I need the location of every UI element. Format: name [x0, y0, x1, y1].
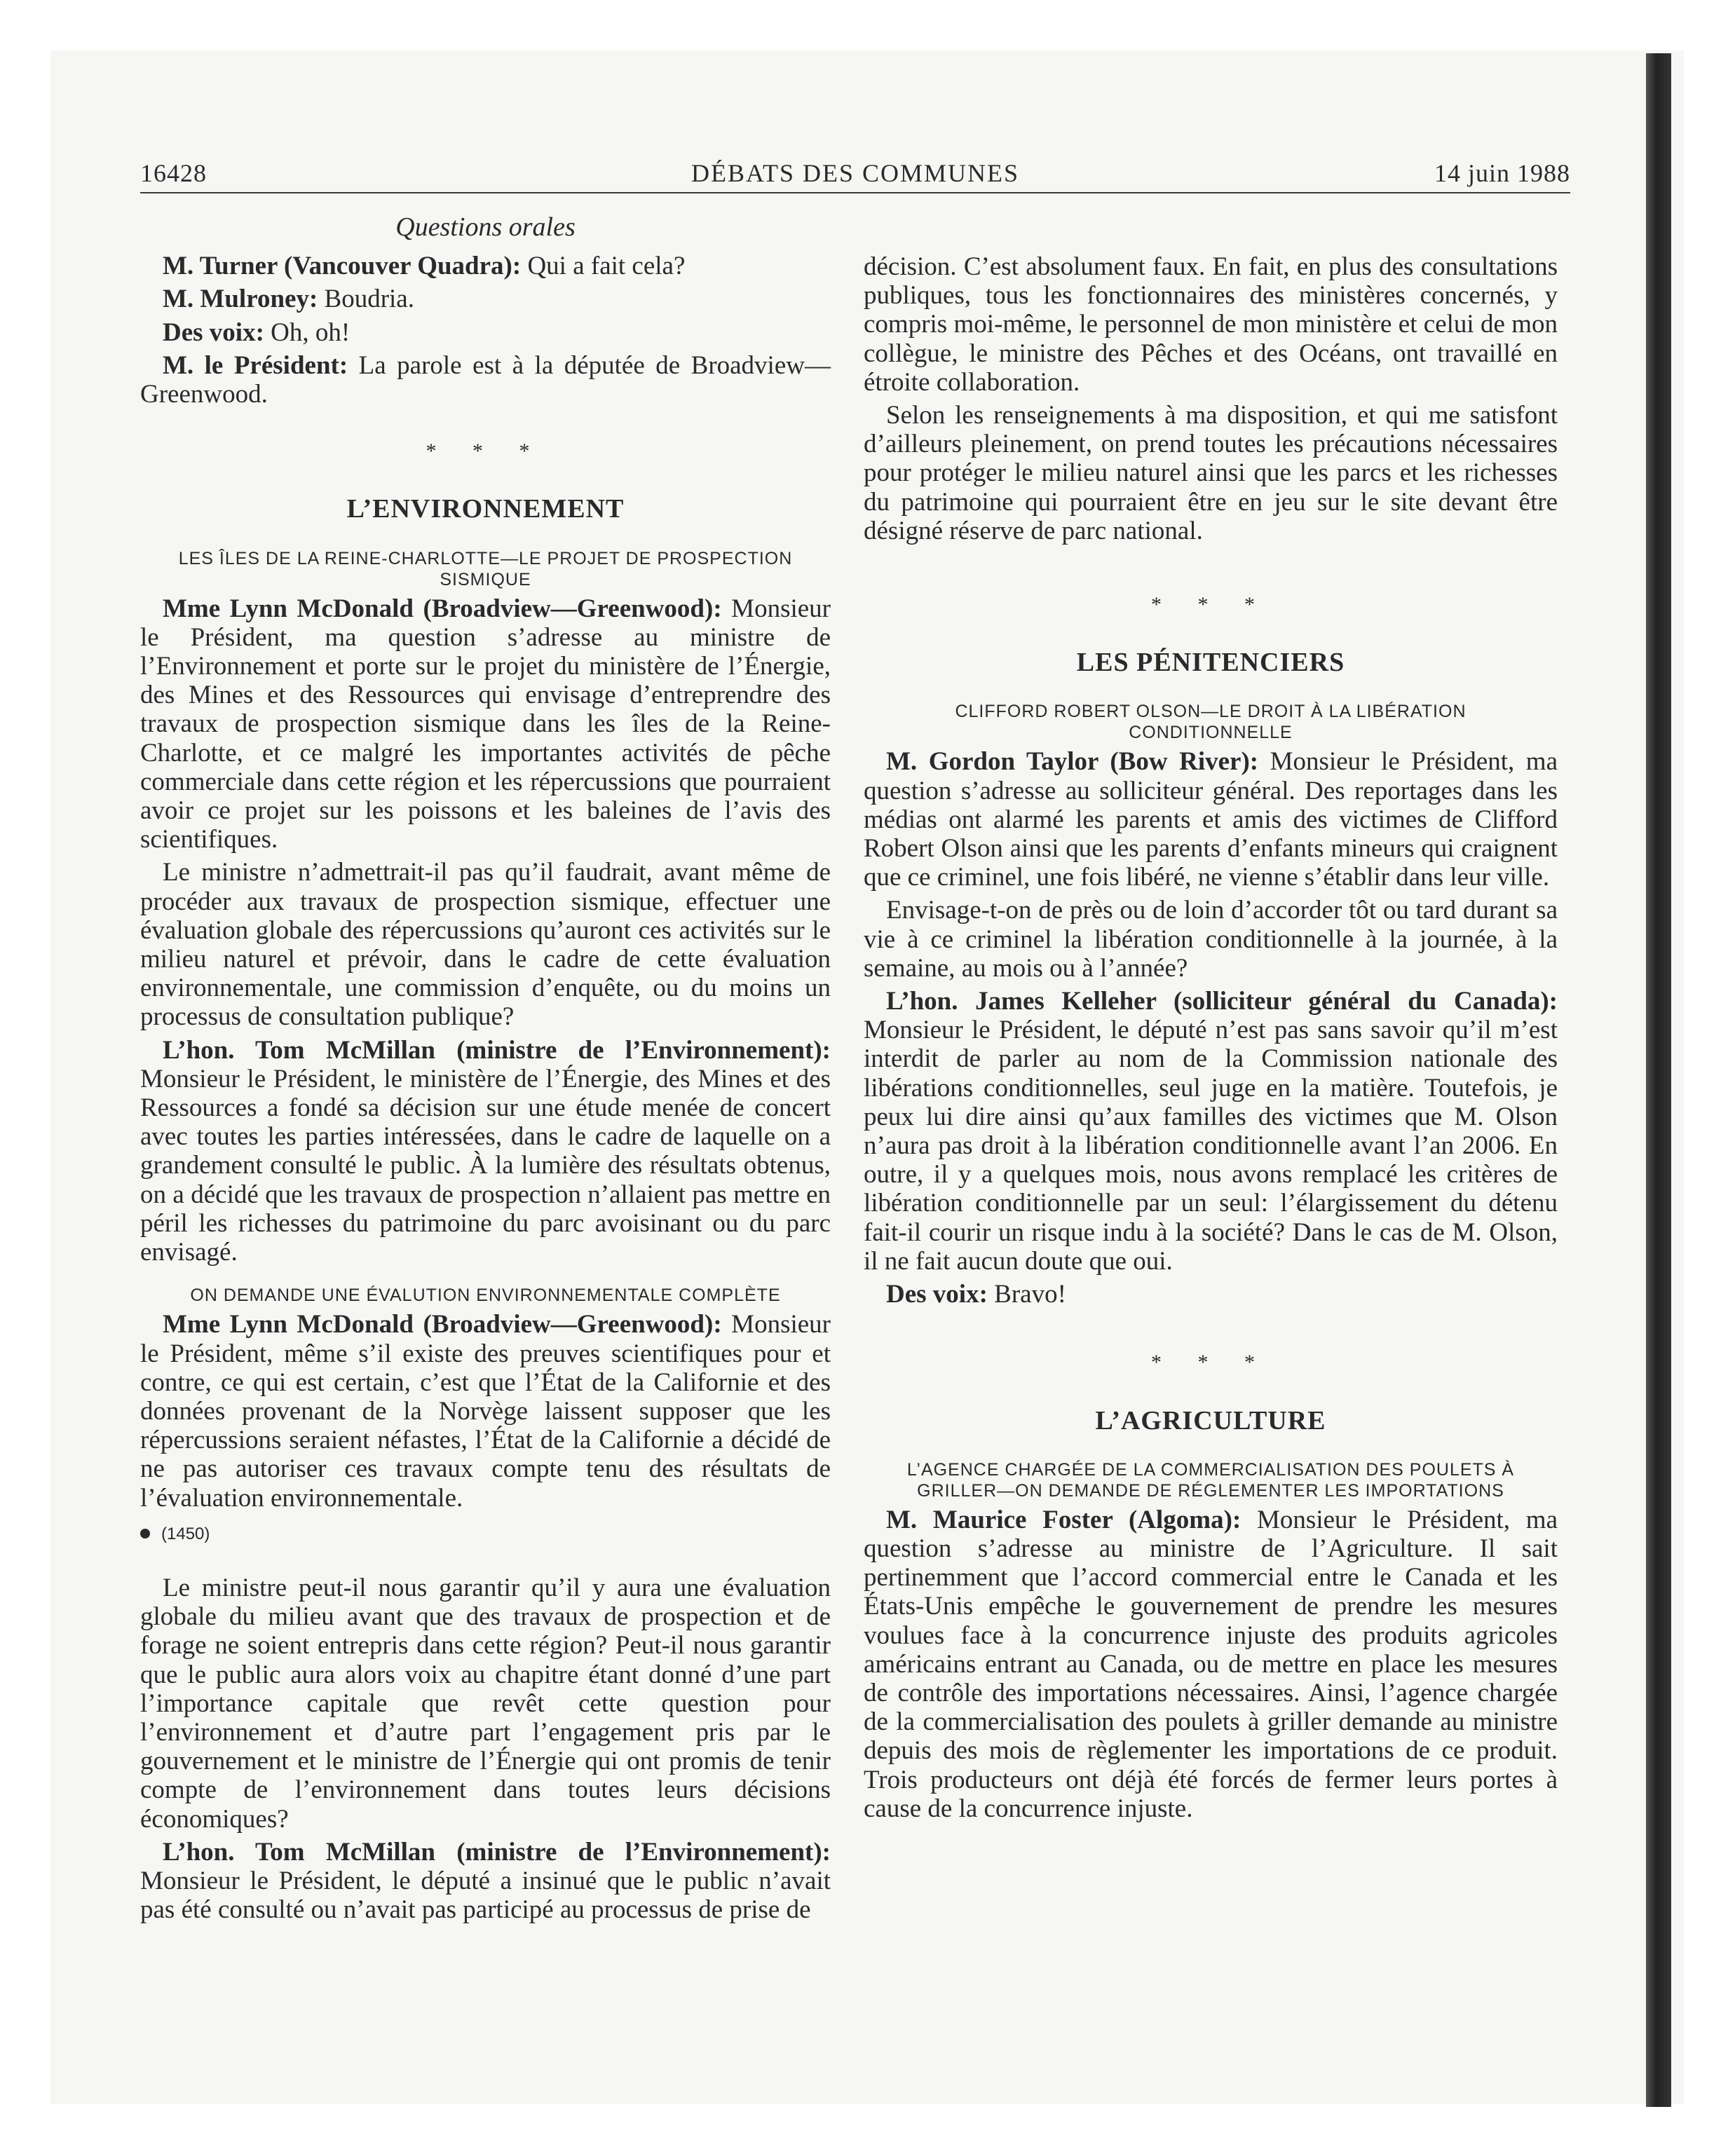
paragraph: [864, 1280, 1558, 1309]
paragraph: [864, 1506, 1558, 1823]
time-stamp: (1450): [161, 1524, 210, 1543]
paragraph: Envisage-t-on de près ou de loin d’accorder tôt ou tard durant sa vie à ce criminel la libération conditionnelle à la journée, à la semaine, au mois ou à l’année?: [864, 896, 1558, 983]
paragraph: [864, 747, 1558, 892]
running-head: Questions orales: [395, 212, 576, 242]
section-title: L’AGRICULTURE: [1095, 1405, 1326, 1435]
paragraph: [140, 252, 831, 280]
speaker-name: M. Gordon Taylor (Bow River):: [886, 747, 1259, 777]
section-separator: * * *: [1151, 593, 1270, 617]
speaker-name: Des voix:: [163, 318, 264, 347]
paragraph: Selon les renseignements à ma disposition, et qui me satisfont d’ailleurs pleinement, on prend toutes les précautions nécessaires pour protéger le milieu naturel ainsi que les parcs et les richesses du patrimoine qui pourraient être en jeu sur le site devant être désigné réserve de parc national.: [864, 401, 1558, 545]
speech-text: Monsieur le Président, le député a insinué que le public n’avait pas été consulté ou n’avait pas participé au processus de prise de: [140, 1866, 831, 1925]
speech-text: Qui a fait cela?: [521, 252, 686, 281]
section-title: L’ENVIRONNEMENT: [346, 494, 625, 524]
publication-title: DÉBATS DES COMMUNES: [690, 159, 1020, 187]
paragraph: [140, 351, 831, 409]
time-marker: [140, 1520, 831, 1548]
bullet-icon: [140, 1529, 150, 1538]
speech-text: La parole est à la députée de Broadview—Greenwood.: [140, 350, 831, 409]
paragraph: [140, 1310, 831, 1512]
paragraph: [140, 318, 831, 347]
speaker-name: L’hon. Tom McMillan (ministre de l’Environnement):: [163, 1035, 831, 1065]
speaker-name: Des voix:: [886, 1280, 988, 1309]
header-rule: [140, 192, 1570, 193]
speech-text: Monsieur le Président, même s’il existe des preuves scientifiques pour et contre, ce qui est certain, c’est que l’État de la Californie et des données provenant de la Norvège laissent supposer que les répercussions seraient néfastes, l’État de la Californie a décidé de ne pas autoriser ces travaux compte tenu des résultats de l’évaluation environnementale.: [140, 1310, 831, 1513]
speech-text: Monsieur le Président, ma question s’adresse au ministre de l’Agriculture. Il sait pertinemment que l’accord commercial entre le Canada et les États-Unis empêche le gouvernement de prendre les mesures voulues face à la concurrence injuste des produits agricoles américains entrant au Canada, ou de mettre en place les mesures de contrôle des importations nécessaires. Ainsi, l’agence chargée de la commercialisation des poulets à griller demande au ministre depuis des mois de règlementer les importations de ce produit. Trois producteurs ont déjà été forcés de fermer leurs portes à cause de la concurrence injuste.: [864, 1505, 1558, 1823]
paragraph: [864, 987, 1558, 1276]
speaker-name: M. Maurice Foster (Algoma):: [886, 1505, 1241, 1534]
page-header: [140, 158, 1570, 195]
speaker-name: Mme Lynn McDonald (Broadview—Greenwood):: [163, 1310, 722, 1339]
speech-text: Monsieur le Président, ma question s’adresse au ministre de l’Environnement et porte sur le projet du ministère de l’Énergie, des Mines et des Ressources qui envisage d’entreprendre des travaux de prospection sismique dans les îles de la Reine-Charlotte, et ce malgré les importantes activités de pêche commerciale dans cette région et les répercussions que pourraient avoir ce projet sur les poissons et les baleines de l’avis des scientifiques.: [140, 594, 831, 854]
paragraph: [140, 285, 831, 313]
speech-text: Oh, oh!: [264, 318, 351, 347]
section-separator: * * *: [426, 439, 545, 463]
speaker-name: L’hon. Tom McMillan (ministre de l’Environnement):: [163, 1837, 831, 1867]
speech-text: Monsieur le Président, ma question s’adresse au solliciteur général. Des reportages dans les médias ont alarmé les parents et amis des victimes de Clifford Robert Olson ainsi que les parents d’enfants mineurs qui craignent que ce criminel, une fois libéré, ne vienne s’établir dans leur ville.: [864, 747, 1558, 892]
subheading: CLIFFORD ROBERT OLSON—LE DROIT À LA LIBÉRATION CONDITIONNELLE: [955, 702, 1467, 743]
speech-text: Monsieur le Président, le ministère de l’Énergie, des Mines et des Ressources a fondé sa décision sur une étude menée de concert avec toutes les parties intéressées, dans le cadre de laquelle on a grandement consulté le public. À la lumière des résultats obtenus, on a décidé que les travaux de prospection n’allaient pas mettre en péril les richesses du patrimoine du parc avoisinant ou du parc envisagé.: [140, 1064, 831, 1267]
speaker-name: M. le Président:: [163, 350, 348, 380]
publication-date: 14 juin 1988: [1434, 159, 1570, 187]
speech-text: Boudria.: [318, 285, 414, 314]
paragraph: [140, 1838, 831, 1925]
speaker-name: Mme Lynn McDonald (Broadview—Greenwood):: [163, 594, 722, 623]
left-column: [140, 207, 831, 1928]
paragraph: décision. C’est absolument faux. En fait, en plus des consultations publiques, tous les fonctionnaires des ministères concernés, y compris moi-même, le personnel de mon ministère et celui de mon collègue, le ministre des Pêches et des Océans, ont travaillé en étroite collaboration.: [864, 252, 1558, 397]
page-number: 16428: [140, 159, 207, 187]
subheading: L’AGENCE CHARGÉE DE LA COMMERCIALISATION DES POULETS À GRILLER—ON DEMANDE DE RÉGLEMENTER LES IMPORTATIONS: [906, 1459, 1515, 1501]
speaker-name: L’hon. James Kelleher (solliciteur général du Canada):: [886, 987, 1558, 1016]
paragraph: [140, 1036, 831, 1267]
speaker-name: M. Turner (Vancouver Quadra):: [163, 252, 522, 281]
speech-text: Monsieur le Président, le député n’est pas sans savoir qu’il m’est interdit de parler au nom de la Commission nationale des libérations conditionnelles, seul juge en la matière. Toutefois, je peux lui dire ainsi qu’aux familles des victimes que M. Olson n’aura pas droit à la libération conditionnelle avant l’an 2006. En outre, il y a quelques mois, nous avons remplacé les critères de libération conditionnelle par un seul: l’élargissement du détenu fait-il courir un risque indu à la société? Dans le cas de M. Olson, il ne fait aucun doute que oui.: [864, 1016, 1558, 1276]
paragraph: Le ministre peut-il nous garantir qu’il y aura une évaluation globale du milieu avant que des travaux de prospection et de forage ne soient entrepris dans cette région? Peut-il nous garantir que le public aura alors voix au chapitre étant donné d’une part l’importance capitale que revêt cette question pour l’environnement et d’autre part l’engagement pris par le gouvernement et le ministre de l’Énergie qui ont promis de tenir compte de l’environnement dans toutes leurs décisions économiques?: [140, 1573, 831, 1834]
subheading: ON DEMANDE UNE ÉVALUTION ENVIRONNEMENTALE COMPLÈTE: [190, 1285, 781, 1306]
paragraph: [140, 594, 831, 854]
speaker-name: M. Mulroney:: [163, 285, 318, 314]
section-title: LES PÉNITENCIERS: [1076, 648, 1345, 678]
subheading: LES ÎLES DE LA REINE-CHARLOTTE—LE PROJET DE PROSPECTION SISMIQUE: [178, 548, 793, 589]
section-separator: * * *: [1151, 1351, 1270, 1374]
right-column: [864, 252, 1558, 1827]
paragraph: Le ministre n’admettrait-il pas qu’il faudrait, avant même de procéder aux travaux de prospection sismique, effectuer une évaluation globale des répercussions qu’auront ces activités sur le milieu naturel et prévoir, dans le cadre de cette évaluation environnementale, une commission d’enquête, ou du moins un processus de consultation publique?: [140, 858, 831, 1032]
scan-edge-shadow: [1646, 53, 1671, 2107]
speech-text: Bravo!: [987, 1280, 1066, 1309]
